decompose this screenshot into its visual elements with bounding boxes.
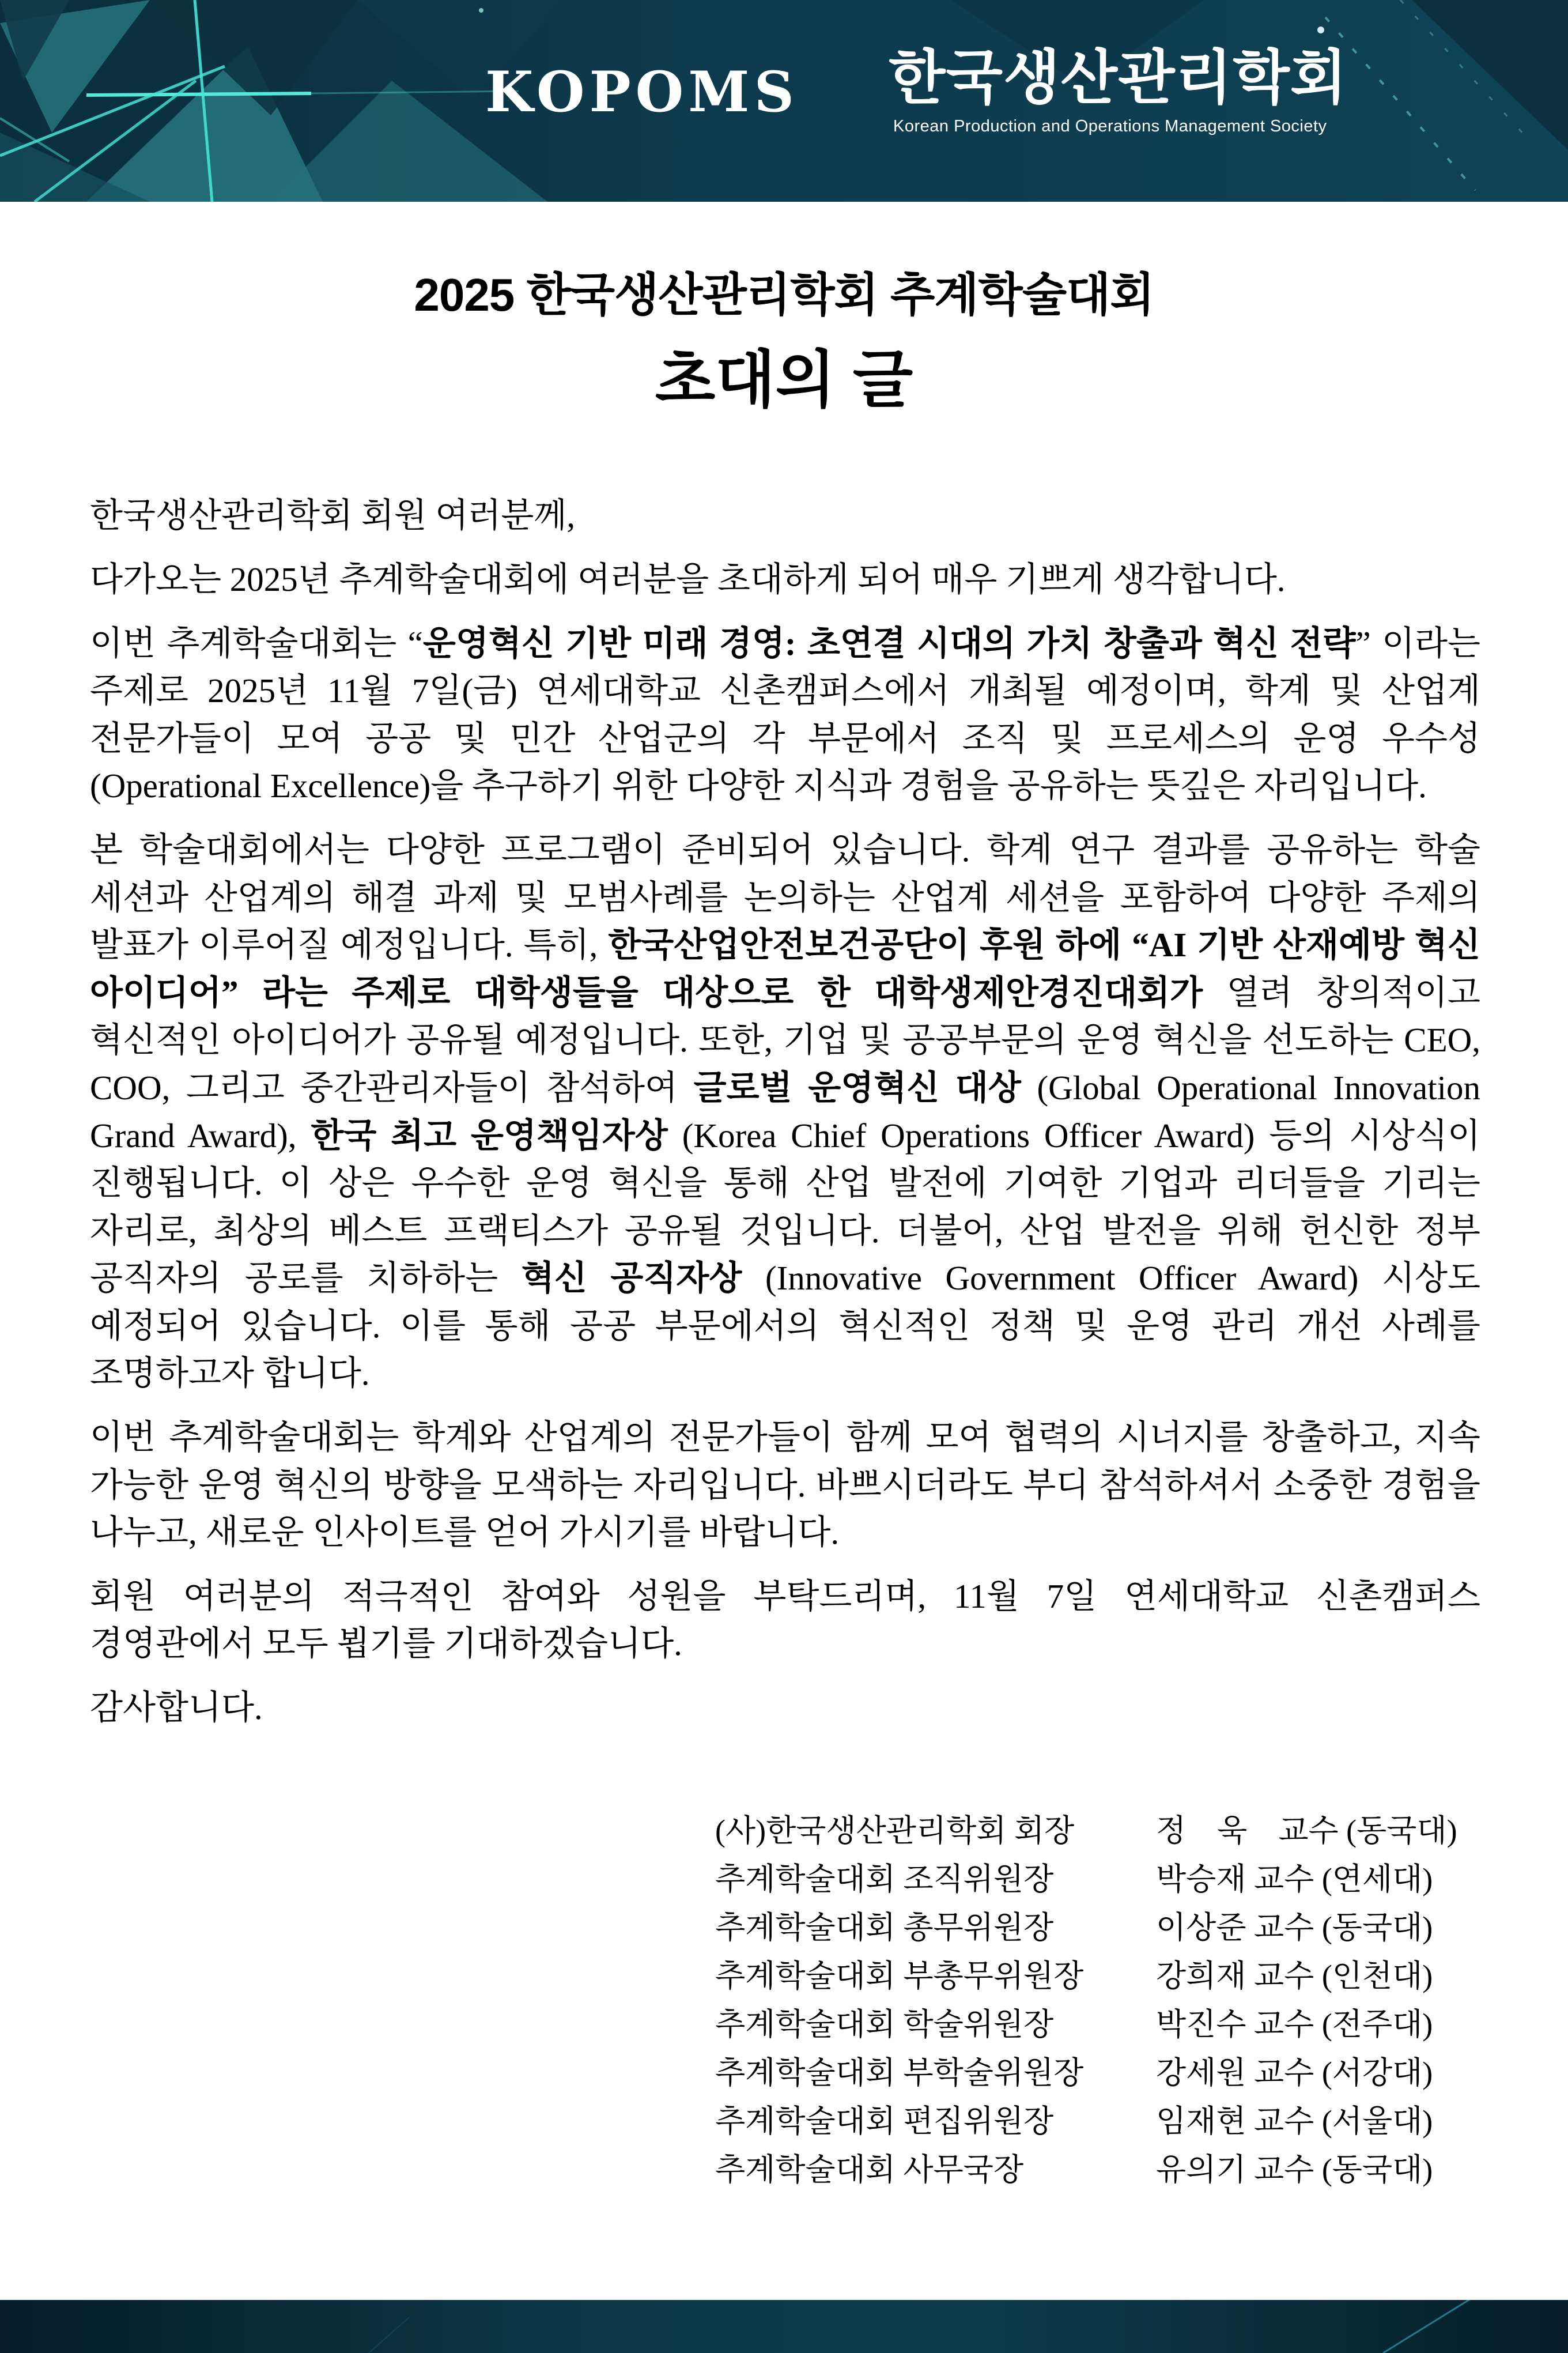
signature-name: 강세원 교수 (서강대) [1156,2055,1433,2090]
signature-role: 추계학술대회 조직위원장 [715,1861,1054,1896]
banner [0,0,1568,202]
signature-name: 강희재 교수 (인천대) [1156,1958,1433,1993]
footer-decoration [0,2300,1568,2353]
title-block [0,271,1568,412]
signature-name: 임재현 교수 (서울대) [1156,2103,1433,2139]
signature-role: 추계학술대회 부총무위원장 [715,1958,1084,1993]
conference-title: 2025 한국생산관리학회 추계학술대회 [414,269,1154,320]
signature-row [715,2145,1482,2194]
signature-role: 추계학술대회 학술위원장 [715,2007,1054,2042]
body-paragraph: 본 학술대회에서는 다양한 프로그램이 준비되어 있습니다. 학계 연구 결과를 공유하는 학술 세션과 산업계의 해결 과제 및 모범사례를 논의하는 산업계 세션을 포함하여 다양한 주제의 발표가 이루어질 예정입니다. 특히, 한국산업안전보건공단이 후원 하에 “AI 기반 산재예방 혁신 아이디어” 라는 주제로 대학생들을 대상으로 한 대학생제안경진대회가 열려 창의적이고 혁신적인 아이디어가 공유될 예정입니다. 또한, 기업 및 공공부문의 운영 혁신을 선도하는 CEO, COO, 그리고 중간관리자들이 참석하여 글로벌 운영혁신 대상 (Global Operational Innovation Grand Award), 한국 최고 운영책임자상 (Korea Chief Operations Officer Award) 등의 시상식이 진행됩니다. 이 상은 우수한 운영 혁신을 통해 산업 발전에 기여한 기업과 리더들을 기리는 자리로, 최상의 베스트 프랙티스가 공유될 것입니다. 더불어, 산업 발전을 위해 헌신한 정부 공직자의 공로를 치하하는 혁신 공직자상 (Innovative Government Officer Award) 시상도 예정되어 있습니다. 이를 통해 공공 부문에서의 혁신적인 정책 및 운영 관리 개선 사례를 조명하고자 합니다. [90,830,1480,1393]
body-paragraph: 회원 여러분의 적극적인 참여와 성원을 부탁드리며, 11월 7일 연세대학교 신촌캠퍼스 경영관에서 모두 뵙기를 기대하겠습니다. [90,1577,1480,1663]
letter-body [90,492,1480,1731]
signature-role: 추계학술대회 부학술위원장 [715,2055,1084,2090]
signature-name: 정 욱 교수 (동국대) [1156,1813,1457,1848]
signature-role: 추계학술대회 편집위원장 [715,2103,1054,2139]
signature-role: (사)한국생산관리학회 회장 [715,1813,1075,1848]
signature-block [715,1807,1482,2194]
body-paragraph: 이번 추계학술대회는 학계와 산업계의 전문가들이 함께 모여 협력의 시너지를 창출하고, 지속 가능한 운영 혁신의 방향을 모색하는 자리입니다. 바쁘시더라도 부디 참석하셔서 소중한 경험을 나누고, 새로운 인사이트를 얻어 가시기를 바랍니다. [90,1418,1480,1552]
signature-role: 추계학술대회 총무위원장 [715,1910,1054,1945]
signature-row [715,1807,1482,1855]
signature-row [715,2049,1482,2097]
body-paragraph: 한국생산관리학회 회원 여러분께, [90,496,576,535]
body-paragraph: 감사합니다. [90,1688,263,1727]
signature-name: 박승재 교수 (연세대) [1156,1861,1433,1896]
signature-row [715,2000,1482,2049]
body-paragraph: 다가오는 2025년 추계학술대회에 여러분을 초대하게 되어 매우 기쁘게 생각합니다. [90,560,1286,598]
org-name-korean: 한국생산관리학회 [889,45,1348,111]
signature-row [715,1952,1482,2000]
signature-role: 추계학술대회 사무국장 [715,2152,1024,2187]
signature-row [715,1855,1482,1903]
page-title: 초대의 글 [655,345,913,414]
signature-name: 이상준 교수 (동국대) [1156,1910,1433,1945]
body-paragraph: 이번 추계학술대회는 “운영혁신 기반 미래 경영: 초연결 시대의 가치 창출과 혁신 전략” 이라는 주제로 2025년 11월 7일(금) 연세대학교 신촌캠퍼스에서 개최될 예정이며, 학계 및 산업계 전문가들이 모여 공공 및 민간 산업군의 각 부문에서 조직 및 프로세스의 운영 우수성 (Operational Excellence)을 추구하기 위한 다양한 지식과 경험을 공유하는 뜻깊은 자리입니다. [90,624,1481,805]
signature-name: 유의기 교수 (동국대) [1156,2152,1433,2187]
signature-name: 박진수 교수 (전주대) [1156,2007,1433,2042]
org-name-english: Korean Production and Operations Management Society [893,117,1327,135]
signature-row [715,1903,1482,1952]
kopoms-logo: KOPOMS [485,59,799,125]
signature-row [715,2097,1482,2145]
footer-bar [0,2300,1568,2353]
